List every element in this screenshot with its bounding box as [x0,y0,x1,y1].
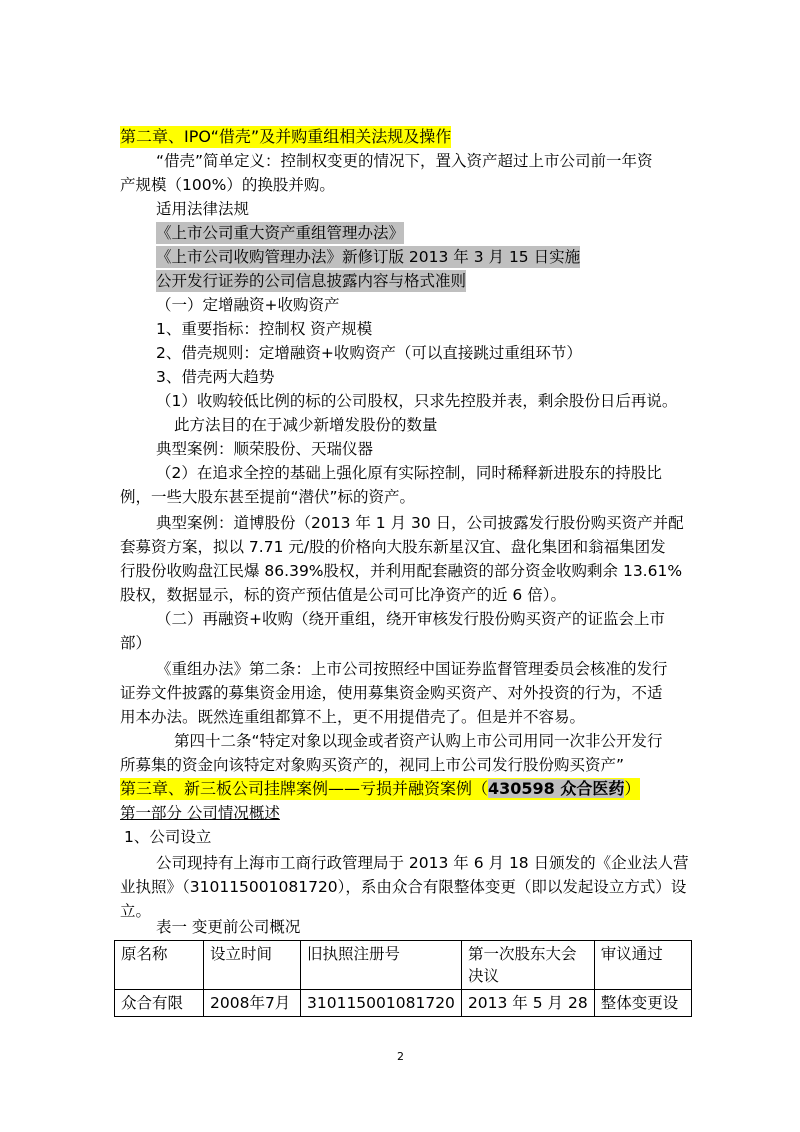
chapter3-title [120,778,640,800]
part-1-heading: 第一部分 公司情况概述 [120,804,280,822]
case-2-line-4: 股权，数据显示，标的资产预估值是公司可比净资产的近 6 倍）。 [120,586,566,604]
table-header-cell: 原名称 [115,941,204,990]
table-header-cell: 审议通过 [594,941,691,990]
company-overview-table [114,940,692,1017]
law-3: 公开发行证券的公司信息披露内容与格式准则 [156,272,467,290]
case-2-line-3: 行股份收购盘江民爆 86.39%股权，并利用配套融资的部分资金收购剩余 13.61% [120,562,683,580]
section-2-line-2: 部） [120,634,152,652]
definition-line-2: 产规模（100%）的换股并购。 [120,176,335,194]
chapter2-title: 第二章、IPO“借壳”及并购重组相关法规及操作 [120,127,452,146]
chapter3-title-code: 430598 众合医药 [488,779,625,798]
case-1: 典型案例：顺荣股份、天瑞仪器 [156,440,374,458]
case-2-line-1: 典型案例：道博股份（2013 年 1 月 30 日，公司披露发行股份购买资产并配 [156,514,684,532]
table-header-cell: 第一次股东大会决议 [461,941,594,990]
definition-line-1: “借壳”简单定义：控制权变更的情况下，置入资产超过上市公司前一年资 [156,152,653,170]
setup-line-1: 公司现持有上海市工商行政管理局于 2013 年 6 月 18 日颁发的《企业法人营 [156,854,689,872]
table-header-cell: 旧执照注册号 [301,941,462,990]
point-2: 2、借壳规则：定增融资+收购资产（可以直接跳过重组环节） [156,344,582,362]
table-cell: 整体变更设 [594,990,691,1017]
law-1: 《上市公司重大资产重组管理办法》 [156,224,405,242]
table-cell: 众合有限 [115,990,204,1017]
table-cell: 2008年7月 [204,990,301,1017]
setup-line-3: 立。 [120,902,152,920]
trend-1-line-1: （1）收购较低比例的标的公司股权，只求先控股并表，剩余股份日后再说。 [156,392,678,410]
laws-heading: 适用法律法规 [156,200,250,218]
table-row [115,990,692,1017]
rule-line-1: 《重组办法》第二条：上市公司按照经中国证券监督管理委员会核准的发行 [156,660,668,678]
section-2-line-1: （二）再融资+收购（绕开重组，绕开审核发行股份购买资产的证监会上市 [156,610,665,628]
trend-2-line-2: 例，一些大股东甚至提前“潜伏”标的资产。 [120,488,416,506]
page-number: 2 [397,1050,404,1063]
case-2-line-2: 套募资方案，拟以 7.71 元/股的价格向大股东新星汉宜、盘化集团和翁福集团发 [120,538,666,556]
point-1: 1、重要指标：控制权 资产规模 [156,320,373,338]
chapter3-title-prefix: 第三章、新三板公司挂牌案例——亏损并融资案例（ [120,779,489,798]
trend-1-line-2: 此方法目的在于减少新增发股份的数量 [174,416,438,434]
chapter3-title-suffix: ） [624,779,641,798]
article-42-line-1: 第四十二条“特定对象以现金或者资产认购上市公司用同一次非公开发行 [174,732,663,750]
table-header-row [115,941,692,990]
setup-line-2: 业执照》（310115001081720），系由众合有限整体变更（即以发起设立方式）设 [120,878,687,896]
table-cell: 310115001081720 [301,990,462,1017]
rule-line-2: 证券文件披露的募集资金用途，使用募集资金购买资产、对外投资的行为，不适 [120,684,663,702]
article-42-line-2: 所募集的资金向该特定对象购买资产的，视同上市公司发行股份购买资产” [120,756,625,774]
law-2: 《上市公司收购管理办法》新修订版 2013 年 3 月 15 日实施 [156,248,581,266]
item-1-heading: 1、公司设立 [124,828,212,846]
point-3: 3、借壳两大趋势 [156,368,275,386]
table-caption: 表一 变更前公司概况 [156,918,301,936]
rule-line-3: 用本办法。既然连重组都算不上，更不用提借壳了。但是并不容易。 [120,708,586,726]
section-1-heading: （一）定增融资+收购资产 [156,296,340,314]
table-cell: 2013 年 5 月 28 [461,990,594,1017]
table-header-cell: 设立时间 [204,941,301,990]
trend-2-line-1: （2）在追求全控的基础上强化原有实际控制，同时稀释新进股东的持股比 [156,464,662,482]
